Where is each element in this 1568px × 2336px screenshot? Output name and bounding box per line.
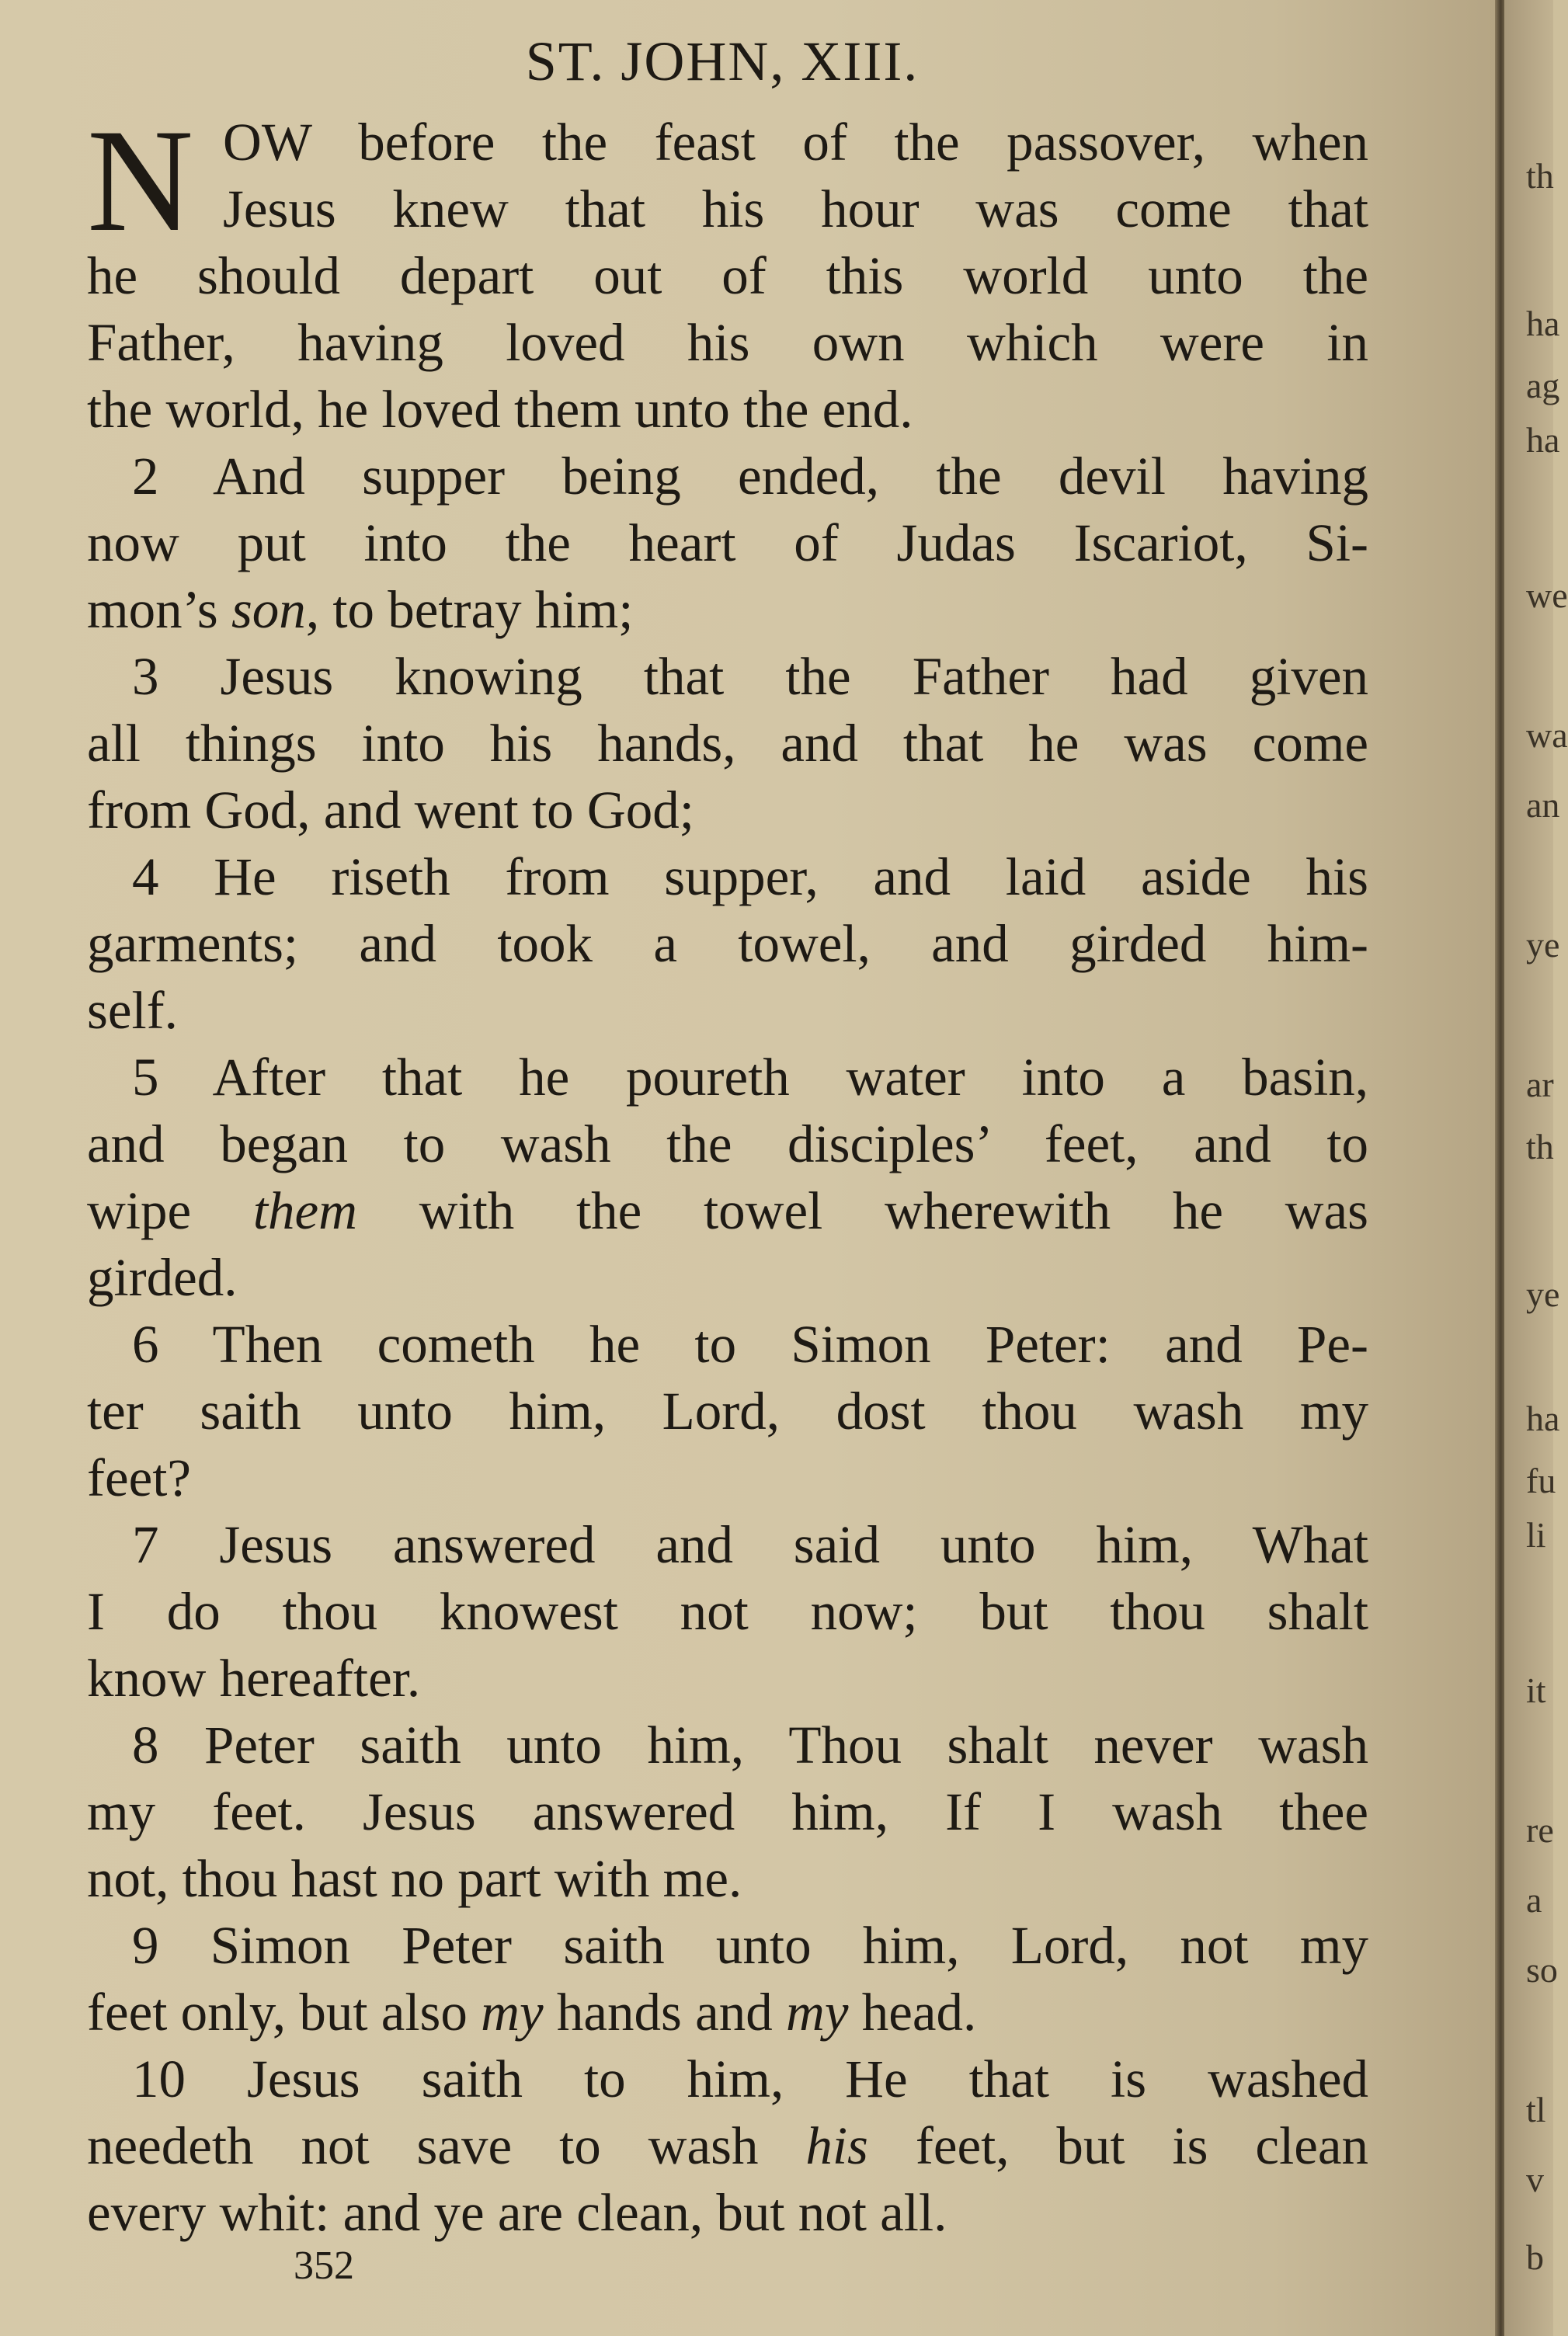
text-run: hands and — [543, 1983, 786, 2042]
facing-page-fragment: ye — [1526, 925, 1560, 965]
text-line — [87, 1444, 1368, 1511]
text-run: 9 Simon Peter saith unto him, Lord, not my — [132, 1916, 1368, 1975]
italic-word: his — [805, 2116, 868, 2175]
text-run: 7 Jesus answered and said unto him, What — [132, 1515, 1368, 1574]
text-line — [87, 777, 1368, 843]
text-run: know hereafter. — [87, 1649, 421, 1708]
text-run: now put into the heart of Judas Iscariot, Si- — [87, 513, 1368, 572]
text-line — [87, 242, 1368, 309]
facing-page-fragment: an — [1526, 785, 1560, 825]
facing-page-fragment: a — [1526, 1880, 1542, 1920]
facing-page-edge — [1504, 0, 1568, 2336]
facing-page-fragment: fu — [1526, 1461, 1556, 1500]
text-line — [87, 1979, 1368, 2046]
text-run: garments; and took a towel, and girded him- — [87, 914, 1368, 973]
text-run: wipe — [87, 1181, 253, 1240]
text-run: girded. — [87, 1248, 238, 1307]
text-run: and began to wash the disciples’ feet, and to — [87, 1114, 1368, 1173]
text-run: ter saith unto him, Lord, dost thou wash my — [87, 1382, 1368, 1441]
text-line — [87, 1912, 1368, 1979]
text-line — [87, 1378, 1368, 1444]
text-run: he should depart out of this world unto the — [87, 246, 1368, 305]
text-line — [87, 1311, 1368, 1378]
italic-word: my — [786, 1983, 849, 2042]
italic-word: my — [481, 1983, 544, 2042]
page-number: 352 — [294, 2244, 354, 2288]
facing-page-fragment: it — [1526, 1670, 1546, 1710]
scripture-text — [87, 99, 1368, 2246]
running-head: ST. JOHN, XIII. — [525, 30, 920, 92]
text-run: 10 Jesus saith to him, He that is washed — [132, 2049, 1368, 2108]
facing-page-fragment: ha — [1526, 420, 1560, 460]
text-run: Father, having loved his own which were in — [87, 313, 1368, 372]
text-run: head. — [848, 1983, 977, 2042]
facing-page-fragment: re — [1526, 1810, 1554, 1850]
facing-page-fragment: th — [1526, 1127, 1554, 1166]
drop-cap: N — [87, 99, 194, 262]
text-run: not, thou hast no part with me. — [87, 1849, 742, 1908]
text-line — [87, 2179, 1368, 2246]
text-line — [87, 1845, 1368, 1912]
text-run: feet, but is clean — [867, 2116, 1368, 2175]
italic-word: son — [231, 580, 306, 639]
text-run: the world, he loved them unto the end. — [87, 380, 913, 439]
facing-page-fragment: ha — [1526, 1399, 1560, 1438]
text-line — [87, 509, 1368, 576]
text-line — [87, 1578, 1368, 1645]
text-run: needeth not save to wash — [87, 2116, 806, 2175]
text-run: all things into his hands, and that he was come — [87, 714, 1368, 773]
text-run: OW before the feast of the passover, when — [223, 113, 1368, 172]
text-line — [87, 376, 1368, 443]
facing-page-fragment: v — [1526, 2160, 1544, 2199]
text-run: 6 Then cometh he to Simon Peter: and Pe- — [132, 1315, 1368, 1374]
text-run: 4 He riseth from supper, and laid aside his — [132, 847, 1368, 906]
facing-page-fragment: wa — [1526, 715, 1568, 755]
facing-page-fragment: ha — [1526, 304, 1560, 343]
text-run: feet? — [87, 1448, 192, 1507]
facing-page-fragment: b — [1526, 2237, 1544, 2277]
text-run: 5 After that he poureth water into a basin, — [132, 1048, 1368, 1107]
text-line — [87, 843, 1368, 910]
text-line — [87, 2046, 1368, 2112]
facing-page-fragment: li — [1526, 1515, 1546, 1555]
text-run: 8 Peter saith unto him, Thou shalt never wash — [132, 1716, 1368, 1775]
text-line — [87, 1244, 1368, 1311]
text-line — [87, 443, 1368, 509]
text-line — [87, 176, 1368, 242]
text-run: I do thou knowest not now; but thou shalt — [87, 1582, 1368, 1641]
text-line — [87, 1511, 1368, 1578]
text-line — [87, 1645, 1368, 1712]
facing-page-fragment: we — [1526, 575, 1568, 615]
text-run: , to betray him; — [305, 580, 634, 639]
text-line — [87, 1778, 1368, 1845]
text-run: from God, and went to God; — [87, 780, 694, 840]
text-line — [87, 910, 1368, 977]
italic-word: them — [252, 1181, 357, 1240]
text-run: 2 And supper being ended, the devil having — [132, 447, 1368, 506]
text-run: self. — [87, 981, 178, 1040]
text-run: with the towel wherewith he was — [356, 1181, 1368, 1240]
text-line — [87, 1111, 1368, 1177]
text-line — [87, 643, 1368, 710]
text-run: my feet. Jesus answered him, If I wash thee — [87, 1782, 1368, 1841]
facing-page-fragment: th — [1526, 156, 1554, 196]
text-line — [87, 1712, 1368, 1778]
text-run: 3 Jesus knowing that the Father had given — [132, 647, 1368, 706]
facing-page-fragment: ag — [1526, 366, 1560, 405]
facing-page-fragment: ye — [1526, 1274, 1560, 1314]
text-line — [87, 1177, 1368, 1244]
text-line — [87, 977, 1368, 1044]
text-line — [87, 309, 1368, 376]
text-line — [87, 2112, 1368, 2179]
text-line — [87, 1044, 1368, 1111]
text-line — [87, 109, 1368, 176]
facing-page-fragment: tl — [1526, 2090, 1546, 2129]
text-run: feet only, but also — [87, 1983, 482, 2042]
text-run: every whit: and ye are clean, but not all. — [87, 2183, 947, 2242]
book-gutter — [1495, 0, 1504, 2336]
text-run: mon’s — [87, 580, 231, 639]
facing-page-fragment: so — [1526, 1950, 1558, 1990]
facing-page-fragment: ar — [1526, 1065, 1554, 1104]
text-line — [87, 576, 1368, 643]
text-run: Jesus knew that his hour was come that — [223, 179, 1368, 238]
text-line — [87, 710, 1368, 777]
